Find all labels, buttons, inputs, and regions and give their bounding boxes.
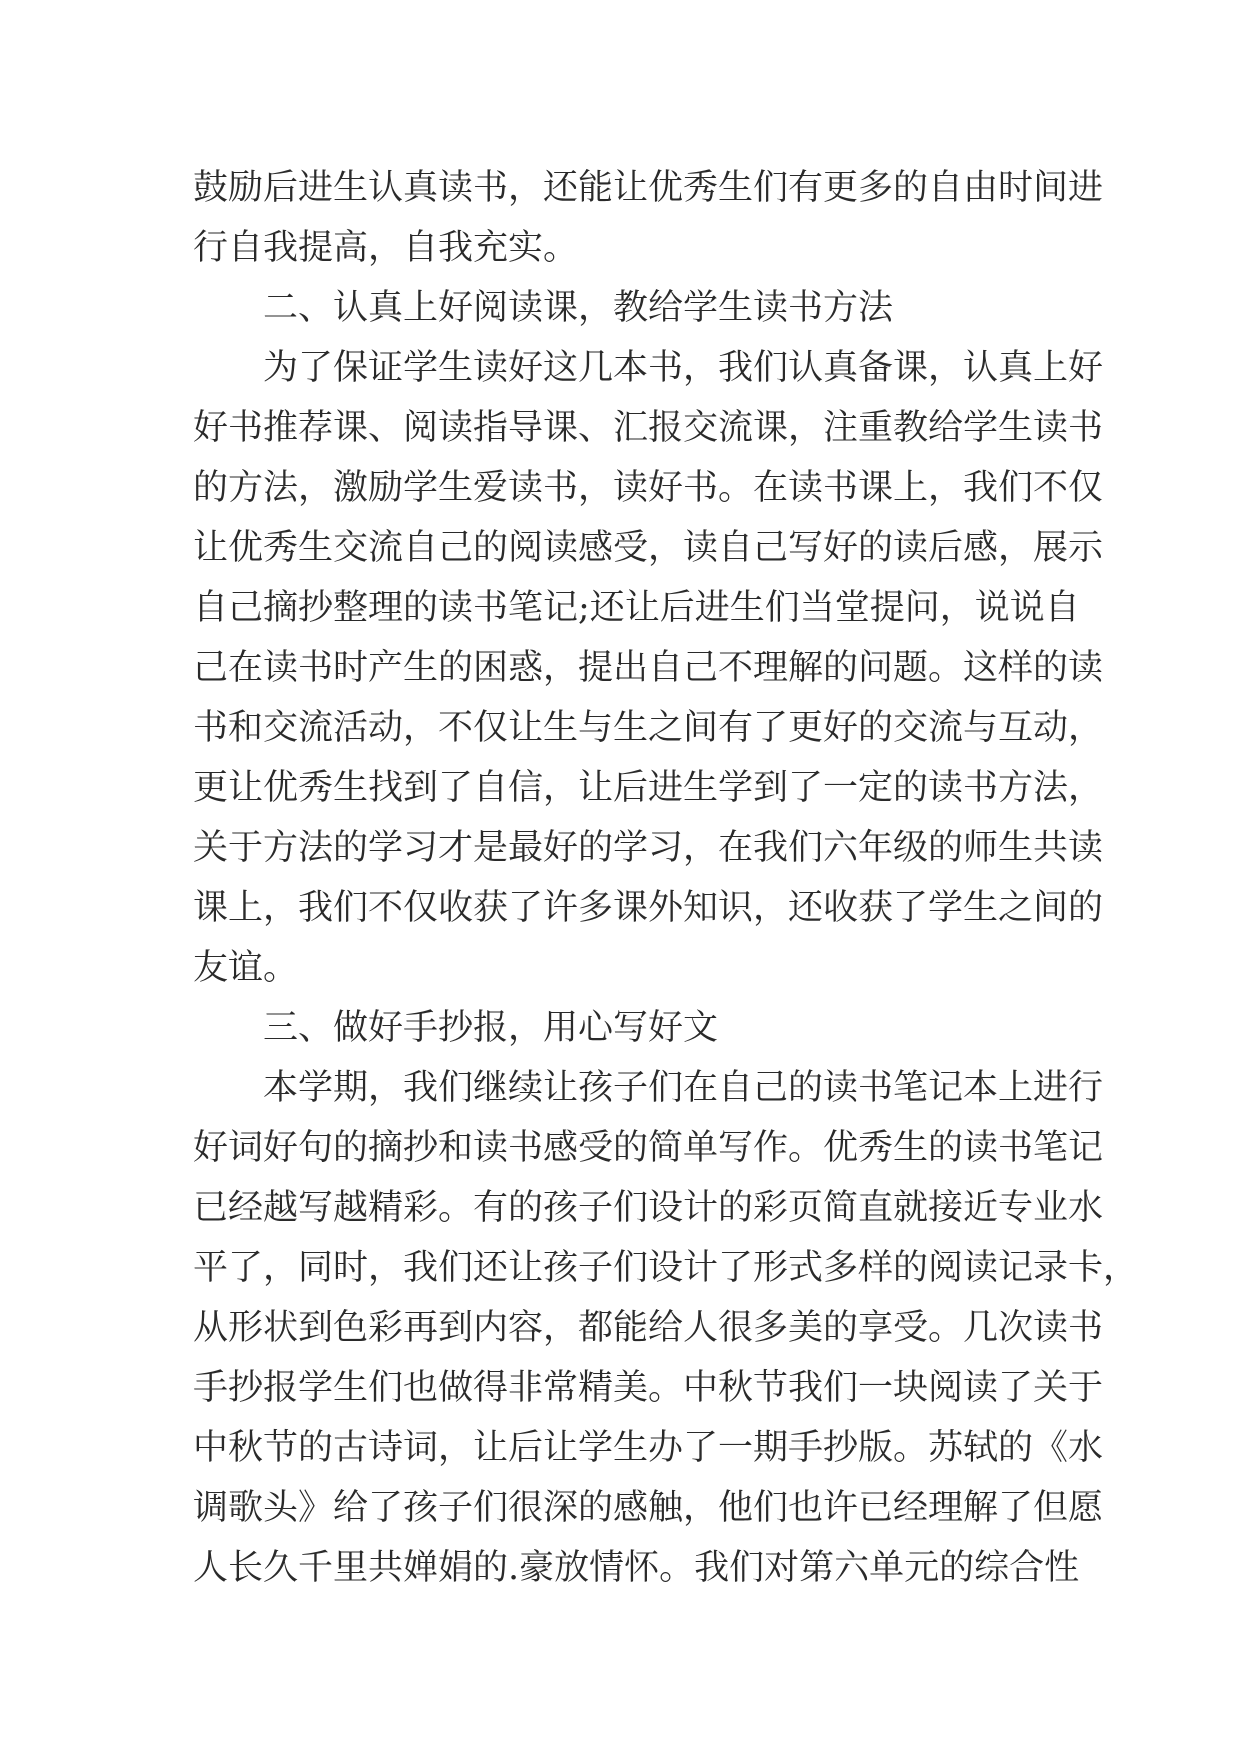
text-line: 为了保证学生读好这几本书，我们认真备课，认真上好: [263, 348, 1104, 388]
text-line: 中秋节的古诗词，让后让学生办了一期手抄版。苏轼的《水: [193, 1428, 1104, 1468]
text-line: 鼓励后进生认真读书，还能让优秀生们有更多的自由时间进: [193, 168, 1104, 208]
text-line: 自己摘抄整理的读书笔记;还让后进生们当堂提问，说说自: [193, 588, 1080, 628]
document-body: [193, 158, 1139, 1598]
text-line: 的方法，激励学生爱读书，读好书。在读书课上，我们不仅: [193, 468, 1104, 508]
text-line: 友谊。: [193, 948, 299, 988]
text-line: 好词好句的摘抄和读书感受的简单写作。优秀生的读书笔记: [193, 1128, 1104, 1168]
text-line: 已经越写越精彩。有的孩子们设计的彩页简直就接近专业水: [193, 1188, 1104, 1228]
text-line: 人长久千里共婵娟的.豪放情怀。我们对第六单元的综合性: [193, 1548, 1080, 1588]
text-line: 书和交流活动，不仅让生与生之间有了更好的交流与互动，: [193, 708, 1104, 748]
text-line: 更让优秀生找到了自信，让后进生学到了一定的读书方法，: [193, 768, 1104, 808]
text-line: 调歌头》给了孩子们很深的感触，他们也许已经理解了但愿: [193, 1488, 1104, 1528]
text-line: 行自我提高，自我充实。: [193, 228, 579, 268]
text-line: 从形状到色彩再到内容，都能给人很多美的享受。几次读书: [193, 1308, 1104, 1348]
text-line: 平了，同时，我们还让孩子们设计了形式多样的阅读记录卡，: [193, 1248, 1139, 1288]
text-line: 关于方法的学习才是最好的学习，在我们六年级的师生共读: [193, 828, 1104, 868]
text-line: 让优秀生交流自己的阅读感受，读自己写好的读后感，展示: [193, 528, 1104, 568]
text-line: 二、认真上好阅读课，教给学生读书方法: [263, 288, 894, 328]
text-line: 好书推荐课、阅读指导课、汇报交流课，注重教给学生读书: [193, 408, 1104, 448]
text-line: 本学期，我们继续让孩子们在自己的读书笔记本上进行: [263, 1068, 1104, 1108]
text-line: 手抄报学生们也做得非常精美。中秋节我们一块阅读了关于: [193, 1368, 1104, 1408]
text-line: 三、做好手抄报，用心写好文: [263, 1008, 719, 1048]
text-line: 课上，我们不仅收获了许多课外知识，还收获了学生之间的: [193, 888, 1104, 928]
text-line: 己在读书时产生的困惑，提出自己不理解的问题。这样的读: [193, 648, 1104, 688]
